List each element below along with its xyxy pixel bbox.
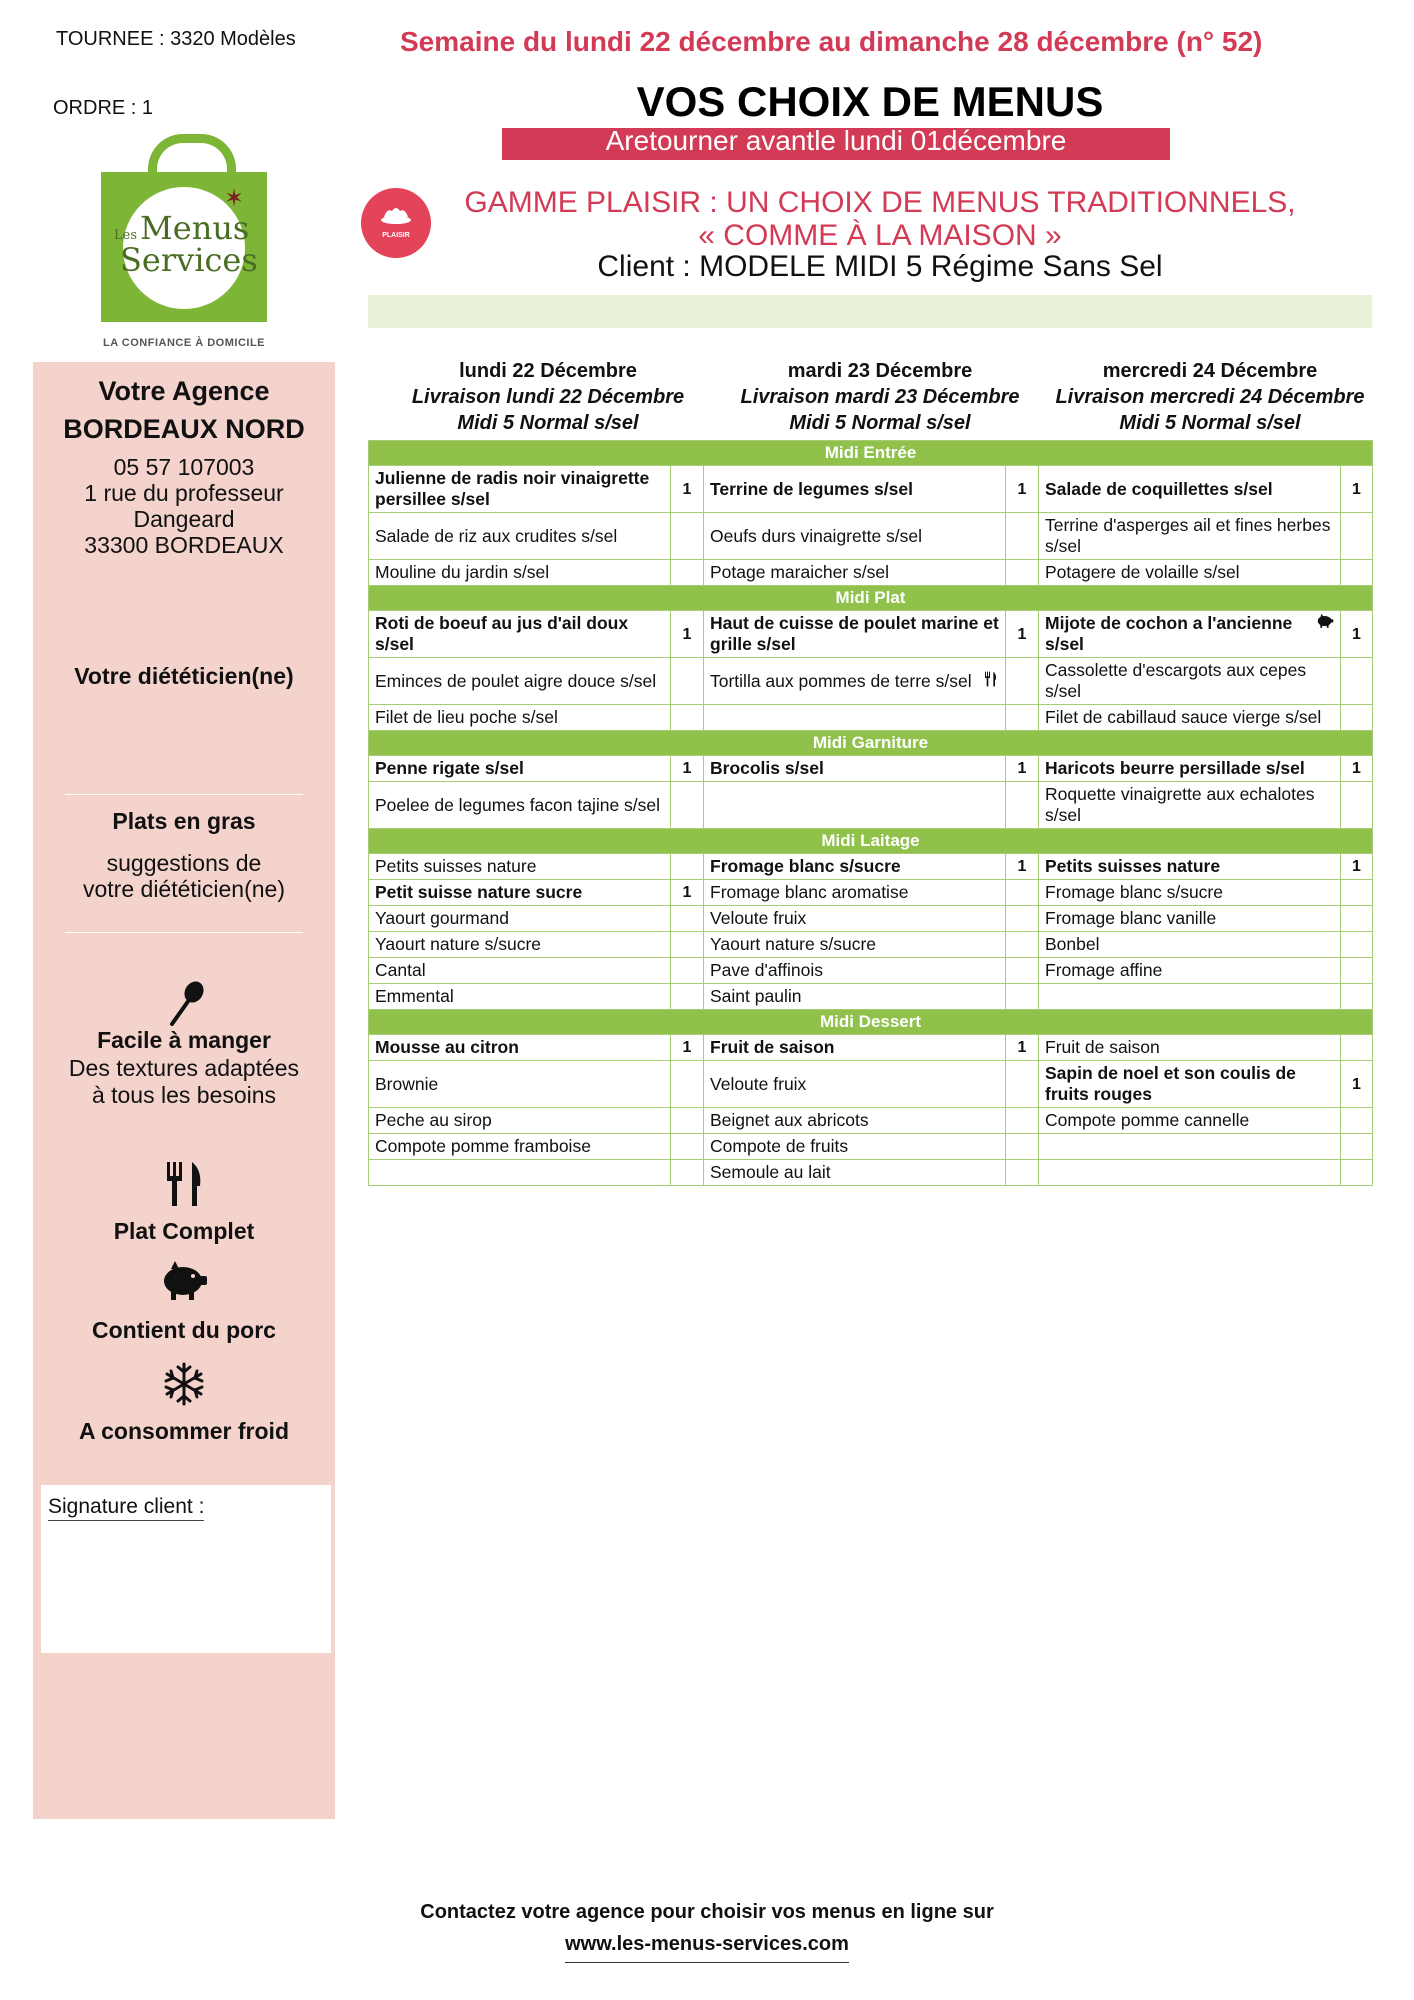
quantity-cell[interactable]: 1	[671, 466, 704, 513]
star-icon: ✶	[224, 185, 245, 212]
day-regime: Midi 5 Normal s/sel	[457, 412, 639, 434]
menu-item-label: Compote pomme framboise	[375, 1136, 591, 1156]
quantity-cell[interactable]	[1006, 984, 1039, 1010]
menu-item-label: Saint paulin	[710, 986, 802, 1006]
quantity-cell[interactable]	[1006, 560, 1039, 586]
menu-item-label: Filet de lieu poche s/sel	[375, 707, 558, 727]
quantity-cell[interactable]	[1006, 705, 1039, 731]
gras-sub-1: suggestions de	[106, 850, 262, 876]
quantity-cell[interactable]	[1341, 958, 1373, 984]
menu-item[interactable]	[369, 932, 671, 958]
menu-item[interactable]	[369, 466, 671, 513]
menu-item-label: Haricots beurre persillade s/sel	[1045, 758, 1305, 778]
menu-item-label: Penne rigate s/sel	[375, 758, 524, 778]
menu-item[interactable]	[704, 560, 1006, 586]
quantity-cell[interactable]: 1	[671, 1035, 704, 1061]
menu-item-label: Oeufs durs vinaigrette s/sel	[710, 525, 923, 546]
quantity-cell[interactable]	[1341, 513, 1373, 560]
quantity-cell[interactable]	[671, 1061, 704, 1108]
menu-item[interactable]	[369, 658, 671, 705]
menu-item[interactable]	[1039, 1035, 1341, 1061]
quantity-cell[interactable]: 1	[1006, 756, 1039, 782]
gamme-line-1: GAMME PLAISIR : UN CHOIX DE MENUS TRADITIONNELS,	[464, 186, 1296, 219]
facile-sub-1: Des textures adaptées	[68, 1055, 300, 1081]
quantity-cell[interactable]: 1	[671, 611, 704, 658]
quantity-cell[interactable]	[1341, 1134, 1373, 1160]
plaisir-logo	[361, 188, 431, 258]
section-title: Midi Garniture	[369, 731, 1373, 756]
quantity-cell[interactable]	[671, 932, 704, 958]
agence-address-1: 1 rue du professeur	[84, 480, 284, 506]
menu-item[interactable]	[1039, 513, 1341, 560]
day-regime: Midi 5 Normal s/sel	[789, 412, 971, 434]
day-regime: Midi 5 Normal s/sel	[1119, 412, 1301, 434]
menu-item-label: Brocolis s/sel	[710, 758, 824, 778]
menu-item-label: Semoule au lait	[710, 1162, 831, 1182]
menu-item[interactable]	[1039, 560, 1341, 586]
menu-item[interactable]	[369, 880, 671, 906]
table-row	[369, 782, 1373, 829]
ordre-label: ORDRE : 1	[53, 97, 154, 119]
quantity-cell[interactable]	[1341, 658, 1373, 705]
quantity-cell[interactable]	[1341, 1160, 1373, 1186]
menu-item[interactable]	[704, 854, 1006, 880]
quantity-cell[interactable]	[1341, 1035, 1373, 1061]
agence-title: Votre Agence	[98, 376, 270, 406]
table-row	[369, 1108, 1373, 1134]
divider	[65, 932, 303, 933]
table-row	[369, 932, 1373, 958]
menu-item[interactable]	[1039, 658, 1341, 705]
menu-item[interactable]	[1039, 880, 1341, 906]
menu-item-label: Terrine de legumes s/sel	[710, 478, 913, 499]
menu-item[interactable]	[704, 705, 1006, 731]
menu-item-label: Fromage affine	[1045, 960, 1163, 980]
gamme-title	[440, 186, 1320, 252]
quantity-cell[interactable]	[1341, 705, 1373, 731]
menu-item-label: Mousse au citron	[375, 1037, 519, 1057]
froid-label: A consommer froid	[78, 1418, 289, 1444]
week-title: Semaine du lundi 22 décembre au dimanche 28 décembre (n° 52)	[400, 26, 1263, 57]
menu-item[interactable]	[1039, 782, 1341, 829]
quantity-cell[interactable]: 1	[1006, 611, 1039, 658]
logo-caption: LA CONFIANCE À DOMICILE	[102, 337, 266, 349]
quantity-cell[interactable]	[671, 705, 704, 731]
menu-item-label: Pave d'affinois	[710, 960, 823, 980]
plaisir-badge-text: PLAISIR	[382, 232, 410, 239]
client-label: Client : MODELE MIDI 5 Régime Sans Sel	[597, 250, 1163, 283]
day-header	[382, 358, 714, 436]
logo-services: Services	[120, 241, 258, 279]
table-row	[369, 906, 1373, 932]
menu-item[interactable]	[1039, 906, 1341, 932]
menu-item[interactable]	[369, 1134, 671, 1160]
menu-item-label: Yaourt gourmand	[375, 908, 509, 928]
quantity-cell[interactable]: 1	[1006, 466, 1039, 513]
menu-item[interactable]	[1039, 1108, 1341, 1134]
menu-item-label: Mijote de cochon a l'ancienne s/sel	[1045, 613, 1293, 654]
quantity-cell[interactable]	[1006, 958, 1039, 984]
day-livraison: Livraison mercredi 24 Décembre	[1055, 386, 1365, 408]
quantity-cell[interactable]	[1341, 782, 1373, 829]
menu-item-label: Fruit de saison	[1045, 1037, 1160, 1057]
facile-subtitle	[33, 1055, 335, 1109]
table-row	[369, 958, 1373, 984]
tournee-label: TOURNEE : 3320 Modèles	[56, 28, 296, 50]
quantity-cell[interactable]	[671, 1134, 704, 1160]
quantity-cell[interactable]: 1	[1341, 1061, 1373, 1108]
pig-icon	[159, 1259, 209, 1303]
agence-address-2: Dangeard	[133, 506, 235, 532]
section-header	[369, 1010, 1373, 1035]
menu-item-label: Veloute fruix	[710, 1073, 807, 1094]
section-header	[369, 829, 1373, 854]
menu-item[interactable]	[704, 958, 1006, 984]
menu-table	[368, 440, 1373, 1186]
menu-item-label: Petit suisse nature sucre	[375, 882, 583, 902]
table-row	[369, 1035, 1373, 1061]
quantity-cell[interactable]	[1006, 906, 1039, 932]
menu-item-label: Yaourt nature s/sucre	[375, 934, 542, 954]
quantity-cell[interactable]: 1	[1341, 756, 1373, 782]
pig-icon	[1316, 613, 1334, 634]
menu-item[interactable]	[704, 756, 1006, 782]
header-green-bar	[368, 295, 1372, 328]
quantity-cell[interactable]	[671, 560, 704, 586]
menu-item[interactable]	[369, 906, 671, 932]
day-header	[1044, 358, 1376, 436]
divider	[65, 794, 303, 795]
table-row	[369, 1134, 1373, 1160]
quantity-cell[interactable]	[1006, 1160, 1039, 1186]
quantity-cell[interactable]	[1006, 1061, 1039, 1108]
cutlery-icon	[983, 671, 999, 692]
menu-item-label: Yaourt nature s/sucre	[710, 934, 877, 954]
menu-item-label: Mouline du jardin s/sel	[375, 562, 550, 582]
quantity-cell[interactable]	[1341, 984, 1373, 1010]
quantity-cell[interactable]	[671, 782, 704, 829]
quantity-cell[interactable]	[1341, 1108, 1373, 1134]
plat-complet-label: Plat Complet	[113, 1218, 255, 1244]
quantity-cell[interactable]	[671, 1108, 704, 1134]
signature-label: Signature client :	[48, 1495, 204, 1521]
menu-item-label: Potagere de volaille s/sel	[1045, 562, 1240, 582]
menu-item-label: Cantal	[375, 960, 426, 980]
return-deadline-banner: Aretourner avantle lundi 01décembre	[502, 128, 1170, 160]
menu-item-label: Salade de riz aux crudites s/sel	[375, 525, 618, 546]
section-header	[369, 731, 1373, 756]
section-title: Midi Entrée	[369, 441, 1373, 466]
quantity-cell[interactable]	[1341, 880, 1373, 906]
menu-item[interactable]	[369, 705, 671, 731]
menu-item[interactable]	[1039, 1160, 1341, 1186]
quantity-cell[interactable]: 1	[671, 880, 704, 906]
menu-item-label: Bonbel	[1045, 934, 1100, 954]
menu-item-label: Beignet aux abricots	[710, 1110, 869, 1130]
quantity-cell[interactable]: 1	[1006, 854, 1039, 880]
menu-item[interactable]	[1039, 466, 1341, 513]
menu-item-label: Terrine d'asperges ail et fines herbes s/sel	[1045, 515, 1331, 556]
menu-item[interactable]	[704, 658, 1006, 705]
menu-item-label: Emmental	[375, 986, 454, 1006]
menu-item-label: Poelee de legumes facon tajine s/sel	[375, 794, 661, 815]
quantity-cell[interactable]	[671, 958, 704, 984]
section-title: Midi Dessert	[369, 1010, 1373, 1035]
menu-item[interactable]	[369, 1160, 671, 1186]
table-row	[369, 756, 1373, 782]
menu-item[interactable]	[704, 466, 1006, 513]
quantity-cell[interactable]: 1	[1341, 854, 1373, 880]
sidebar	[33, 362, 335, 1819]
menu-item-label: Petits suisses nature	[375, 856, 537, 876]
menu-item[interactable]	[369, 958, 671, 984]
menu-item[interactable]	[704, 513, 1006, 560]
menu-item[interactable]	[369, 984, 671, 1010]
quantity-cell[interactable]	[671, 906, 704, 932]
quantity-cell[interactable]	[1341, 560, 1373, 586]
menu-item-label: Sapin de noel et son coulis de fruits rouges	[1045, 1063, 1296, 1104]
menu-item[interactable]	[1039, 611, 1341, 658]
quantity-cell[interactable]	[1006, 658, 1039, 705]
page-title: VOS CHOIX DE MENUS	[636, 78, 1104, 125]
menu-item-label: Tortilla aux pommes de terre s/sel	[710, 670, 972, 691]
menu-item[interactable]	[1039, 984, 1341, 1010]
menu-item-label: Fromage blanc vanille	[1045, 908, 1217, 928]
quantity-cell[interactable]	[671, 854, 704, 880]
quantity-cell[interactable]: 1	[1006, 1035, 1039, 1061]
quantity-cell[interactable]	[1006, 880, 1039, 906]
table-row	[369, 513, 1373, 560]
quantity-cell[interactable]: 1	[671, 756, 704, 782]
day-name: mercredi 24 Décembre	[1102, 360, 1318, 382]
menu-item[interactable]	[369, 1061, 671, 1108]
quantity-cell[interactable]: 1	[1341, 466, 1373, 513]
gras-subtitle	[33, 850, 335, 902]
menu-item[interactable]	[704, 1108, 1006, 1134]
menu-item-label: Eminces de poulet aigre douce s/sel	[375, 670, 657, 691]
menu-item[interactable]	[1039, 958, 1341, 984]
menu-item[interactable]	[704, 1160, 1006, 1186]
quantity-cell[interactable]	[1006, 932, 1039, 958]
menu-item[interactable]	[704, 782, 1006, 829]
menu-item[interactable]	[1039, 1134, 1341, 1160]
menu-item[interactable]	[704, 906, 1006, 932]
menu-item-label: Potage maraicher s/sel	[710, 562, 889, 582]
table-row	[369, 611, 1373, 658]
table-row	[369, 1061, 1373, 1108]
menu-item-label: Fromage blanc aromatise	[710, 882, 909, 902]
menu-item-label: Petits suisses nature	[1045, 856, 1221, 876]
menu-item[interactable]	[369, 560, 671, 586]
menu-item-label: Veloute fruix	[710, 908, 807, 928]
menu-item[interactable]	[704, 984, 1006, 1010]
company-logo	[98, 132, 270, 332]
quantity-cell[interactable]	[1006, 1108, 1039, 1134]
menu-item[interactable]	[704, 1061, 1006, 1108]
website-link[interactable]: www.les-menus-services.com	[565, 1928, 849, 1963]
menu-item-label: Compote de fruits	[710, 1136, 849, 1156]
menu-item-label: Brownie	[375, 1073, 439, 1094]
menu-item-label: Fromage blanc s/sucre	[710, 856, 901, 876]
footer	[300, 1896, 1114, 1963]
menu-item[interactable]	[369, 854, 671, 880]
menu-item[interactable]	[369, 611, 671, 658]
quantity-cell[interactable]	[671, 984, 704, 1010]
menu-item-label: Peche au sirop	[375, 1110, 492, 1130]
table-row	[369, 1160, 1373, 1186]
menu-item[interactable]	[704, 1134, 1006, 1160]
menu-item-label: Haut de cuisse de poulet marine et grille s/sel	[710, 613, 999, 654]
day-livraison: Livraison mardi 23 Décembre	[740, 386, 1020, 408]
table-row	[369, 658, 1373, 705]
quantity-cell[interactable]	[1006, 513, 1039, 560]
menu-item-label: Fromage blanc s/sucre	[1045, 882, 1223, 902]
day-name: lundi 22 Décembre	[459, 360, 637, 382]
quantity-cell[interactable]: 1	[1341, 611, 1373, 658]
menu-item-label: Roquette vinaigrette aux echalotes s/sel	[1045, 784, 1315, 825]
quantity-cell[interactable]	[1006, 782, 1039, 829]
quantity-cell[interactable]	[671, 658, 704, 705]
menu-item[interactable]	[1039, 854, 1341, 880]
table-row	[369, 854, 1373, 880]
menu-item[interactable]	[1039, 932, 1341, 958]
quantity-cell[interactable]	[671, 513, 704, 560]
snowflake-icon	[162, 1362, 206, 1406]
table-row	[369, 880, 1373, 906]
table-row	[369, 984, 1373, 1010]
menu-item[interactable]	[369, 513, 671, 560]
gras-title: Plats en gras	[112, 808, 256, 834]
section-header	[369, 441, 1373, 466]
section-title: Midi Plat	[369, 586, 1373, 611]
quantity-cell[interactable]	[1341, 932, 1373, 958]
menu-item[interactable]	[1039, 1061, 1341, 1108]
table-row	[369, 560, 1373, 586]
dieteticien-label: Votre diététicien(ne)	[74, 663, 294, 689]
agence-address-3: 33300 BORDEAUX	[84, 532, 284, 558]
menu-item-label: Julienne de radis noir vinaigrette persillee s/sel	[375, 468, 650, 509]
quantity-cell[interactable]	[671, 1160, 704, 1186]
menu-item[interactable]	[704, 1035, 1006, 1061]
quantity-cell[interactable]	[1006, 1134, 1039, 1160]
table-row	[369, 466, 1373, 513]
menu-item[interactable]	[704, 932, 1006, 958]
menu-item[interactable]	[704, 611, 1006, 658]
menu-item[interactable]	[704, 880, 1006, 906]
menu-item[interactable]	[1039, 705, 1341, 731]
section-header	[369, 586, 1373, 611]
logo-menus: Menus	[140, 209, 250, 247]
menu-item-label: Compote pomme cannelle	[1045, 1110, 1250, 1130]
day-name: mardi 23 Décembre	[787, 360, 973, 382]
menu-item-label: Fruit de saison	[710, 1037, 835, 1057]
agence-contact	[33, 454, 335, 558]
menu-item[interactable]	[369, 756, 671, 782]
day-livraison: Livraison lundi 22 Décembre	[411, 386, 685, 408]
menu-item[interactable]	[1039, 756, 1341, 782]
menu-item-label: Salade de coquillettes s/sel	[1045, 478, 1273, 499]
footer-text: Contactez votre agence pour choisir vos menus en ligne sur	[420, 1901, 994, 1923]
facile-title: Facile à manger	[97, 1027, 271, 1053]
agence-phone: 05 57 107003	[113, 454, 255, 480]
menu-item-label: Filet de cabillaud sauce vierge s/sel	[1045, 707, 1322, 727]
spoon-icon	[164, 980, 206, 1026]
porc-label: Contient du porc	[92, 1317, 276, 1343]
facile-sub-2: à tous les besoins	[91, 1082, 277, 1108]
gras-sub-2: votre diététicien(ne)	[83, 876, 285, 902]
agence-heading	[33, 372, 335, 448]
menu-item[interactable]	[369, 1035, 671, 1061]
day-header	[714, 358, 1046, 436]
menu-item[interactable]	[369, 782, 671, 829]
quantity-cell[interactable]	[1341, 906, 1373, 932]
section-title: Midi Laitage	[369, 829, 1373, 854]
signature-box[interactable]	[41, 1485, 331, 1653]
menu-item[interactable]	[369, 1108, 671, 1134]
menu-item-label: Cassolette d'escargots aux cepes s/sel	[1045, 660, 1307, 701]
menu-item-label: Roti de boeuf au jus d'ail doux s/sel	[375, 613, 629, 654]
table-row	[369, 705, 1373, 731]
agence-name: BORDEAUX NORD	[63, 414, 305, 444]
gamme-line-2: « COMME À LA MAISON »	[698, 219, 1062, 252]
logo-les: Les	[114, 228, 137, 243]
dish-icon	[379, 202, 413, 226]
cutlery-icon	[164, 1160, 206, 1208]
